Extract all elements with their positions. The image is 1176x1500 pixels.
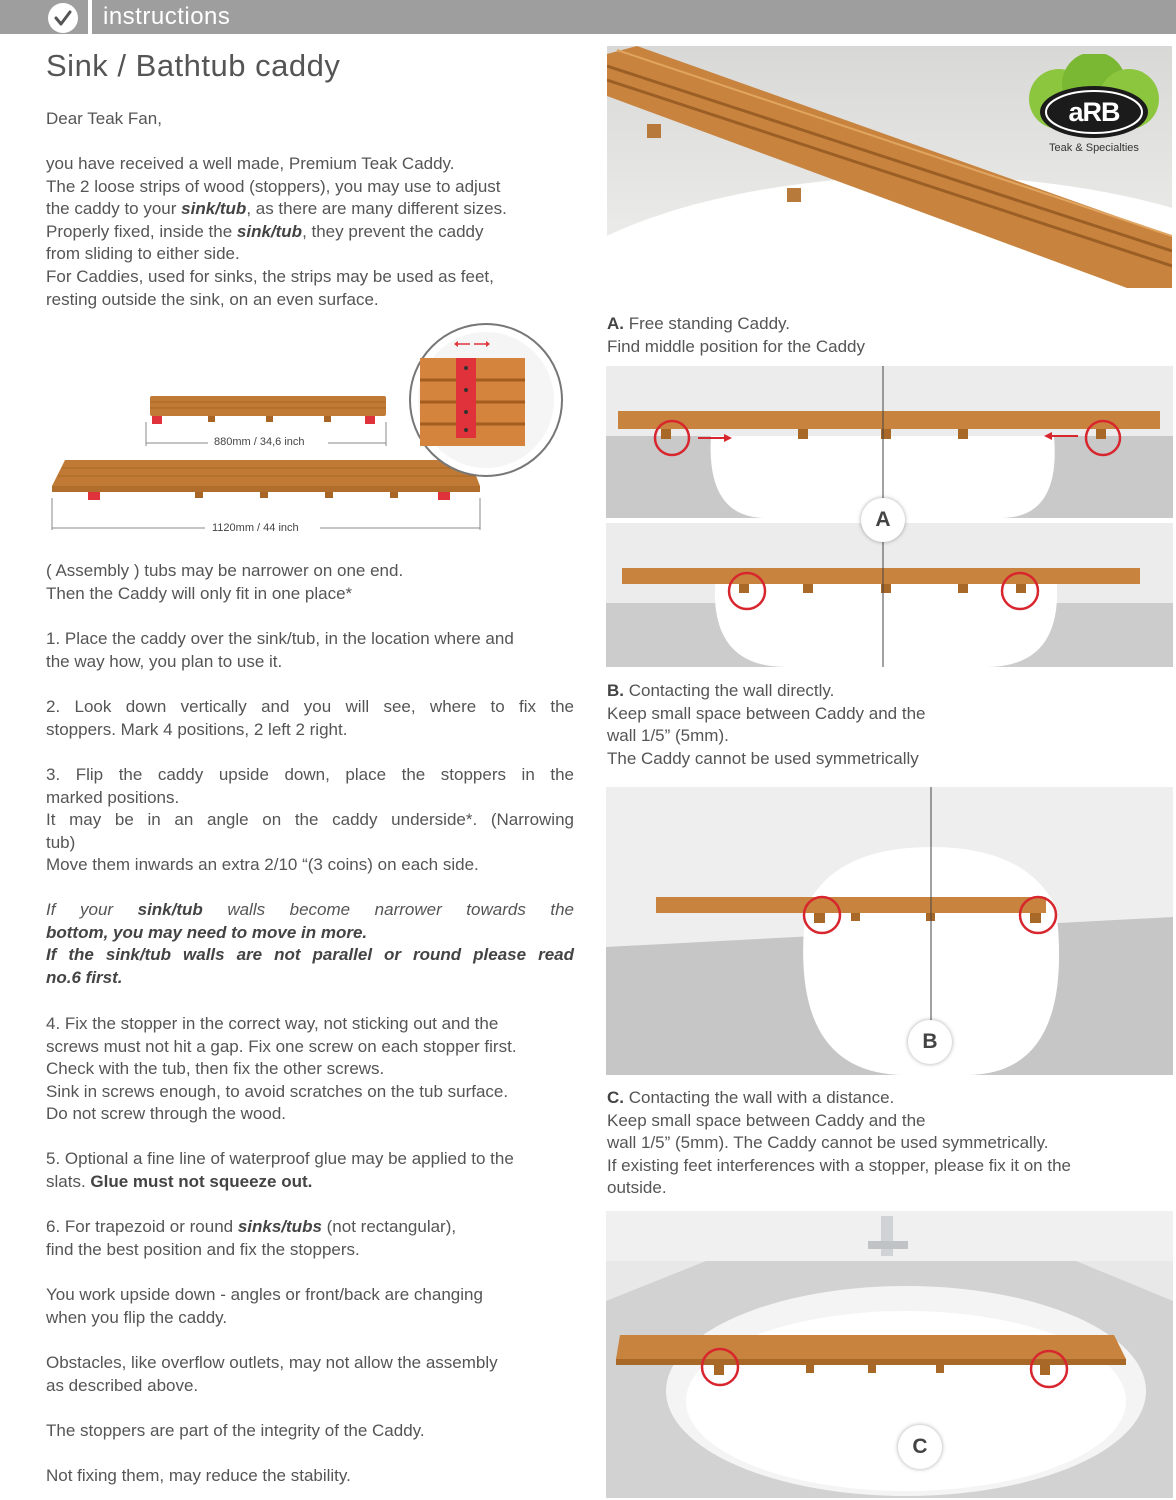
- checkmark-circle-icon: [48, 3, 78, 33]
- large-caddy-drawing: [52, 460, 480, 500]
- greeting: Dear Teak Fan,: [46, 109, 162, 128]
- step-6: 6. For trapezoid or round sinks/tubs (not rectangular), find the best position and fix the stoppers.: [46, 1217, 457, 1259]
- header-label: instructions: [103, 3, 231, 30]
- small-caddy-drawing: [150, 396, 386, 424]
- logo-brand: aRB: [1068, 97, 1120, 127]
- photo-b-wall-contact: [606, 787, 1173, 1075]
- photo-a-free-standing: [606, 366, 1173, 518]
- assembly-paragraph: ( Assembly ) tubs may be narrower on one end. Then the Caddy will only fit in one place*: [46, 561, 404, 603]
- photo-a-middle-position: [606, 523, 1173, 667]
- caption-c: C. Contacting the wall with a distance. Keep small space between Caddy and the wall 1/5” (5mm). The Caddy cannot be used symmetrically. If existing feet interferences with a stopper, please fix it on the outside.: [607, 1088, 1071, 1198]
- caddy-dimension-diagram: [40, 318, 580, 543]
- small-caddy-dimension: 880mm / 34,6 inch: [210, 436, 309, 448]
- step-1: 1. Place the caddy over the sink/tub, in the location where and the way how, you plan to use it.: [46, 629, 514, 671]
- note-integrity: The stoppers are part of the integrity of the Caddy.: [46, 1421, 425, 1440]
- caption-a: A. Free standing Caddy. Find middle position for the Caddy: [607, 314, 865, 356]
- step-5: 5. Optional a fine line of waterproof glue may be applied to the slats. Glue must not squeeze out.: [46, 1149, 514, 1191]
- page-title: Sink / Bathtub caddy: [46, 48, 341, 83]
- badge-c: C: [898, 1425, 942, 1469]
- photo-c-wall-distance: [606, 1211, 1173, 1498]
- note-stability: Not fixing them, may reduce the stability.: [46, 1466, 351, 1485]
- caption-b: B. Contacting the wall directly. Keep small space between Caddy and the wall 1/5” (5mm). The Caddy cannot be used symmetrically: [607, 681, 926, 768]
- step-3: 3. Flip the caddy upside down, place the stoppers in the marked positions. It may be in an angle on the caddy underside*. (Narrowing tub) Move them inwards an extra 2/10 “(3 coins) on each side.: [46, 765, 574, 875]
- step-4: 4. Fix the stopper in the correct way, not sticking out and the screws must not hit a gap. Fix one screw on each stopper first. Check with the tub, then fix the other screws. Sink in screws enough, to avoid scratches on the tub surface. Do not screw through the wood.: [46, 1014, 517, 1124]
- badge-a: A: [861, 498, 905, 542]
- note-obstacles: Obstacles, like overflow outlets, may not allow the assembly as described above.: [46, 1353, 498, 1395]
- header-divider: [88, 0, 92, 34]
- badge-b: B: [908, 1020, 952, 1064]
- step-2: 2. Look down vertically and you will see, where to fix the stoppers. Mark 4 positions, 2 left 2 right.: [46, 697, 574, 739]
- large-caddy-dimension: 1120mm / 44 inch: [208, 522, 303, 534]
- warning-note: If your sink/tub walls become narrower towards the bottom, you may need to move in more. If the sink/tub walls are not parallel or round please read no.6 first.: [46, 900, 574, 987]
- intro-paragraph: you have received a well made, Premium Teak Caddy. The 2 loose strips of wood (stoppers), you may use to adjust the caddy to your sink/tub, as there are many different sizes. Properly fixed, inside the sink/tub, they prevent the caddy from sliding to either side. For Caddies, used for sinks, the strips may be used as feet, resting outside the sink, on an even surface.: [46, 154, 507, 309]
- arb-logo: [1019, 54, 1169, 164]
- note-upside-down: You work upside down - angles or front/back are changing when you flip the caddy.: [46, 1285, 483, 1327]
- caddy-closeup-photo: [607, 46, 1172, 288]
- logo-tagline: Teak & Specialties: [1049, 142, 1139, 154]
